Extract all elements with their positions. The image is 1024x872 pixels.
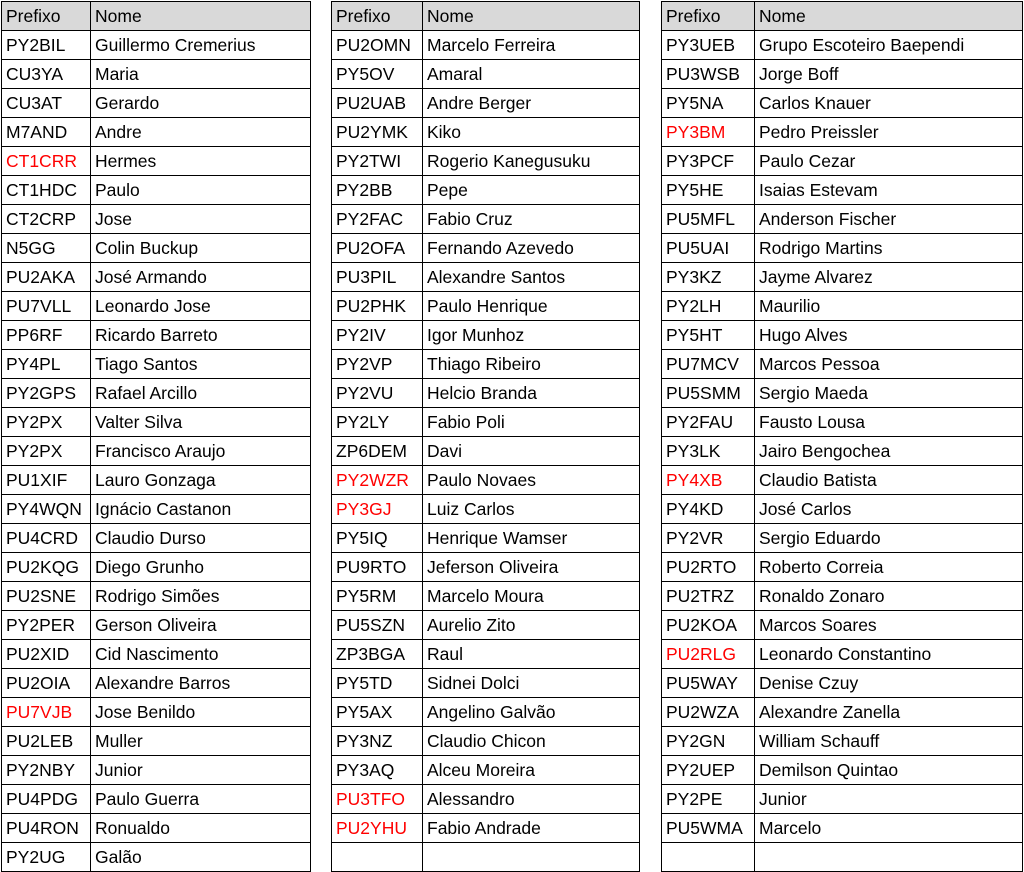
operator-name-cell: Jairo Bengochea [755,437,1023,466]
table-row [2,698,311,727]
table-row [662,31,1023,60]
operator-name-cell: Andre Berger [423,89,640,118]
table-row [662,611,1023,640]
callsign-cell: PU7MCV [662,350,755,379]
callsign-cell: PP6RF [2,321,91,350]
callsign-cell: PY5AX [332,698,423,727]
operator-name-cell: Jeferson Oliveira [423,553,640,582]
header-row [2,2,311,31]
callsign-cell: PU5SMM [662,379,755,408]
callsign-cell: CU3AT [2,89,91,118]
table-row [332,234,640,263]
callsign-cell: PY4PL [2,350,91,379]
operator-name-cell: Pedro Preissler [755,118,1023,147]
operator-name-cell: Luiz Carlos [423,495,640,524]
table-row [2,321,311,350]
callsign-cell: PY2FAU [662,408,755,437]
callsign-cell: PY4WQN [2,495,91,524]
operator-name-cell: Galão [91,843,311,872]
table-row [332,611,640,640]
callsign-cell: PU9RTO [332,553,423,582]
operator-name-cell: Denise Czuy [755,669,1023,698]
table-row [662,205,1023,234]
callsign-cell [662,843,755,872]
operator-name-cell: Claudio Batista [755,466,1023,495]
table-row [2,524,311,553]
table-row [332,727,640,756]
table-row [2,263,311,292]
operator-name-cell: Fernando Azevedo [423,234,640,263]
table-row [662,466,1023,495]
operator-name-cell: Anderson Fischer [755,205,1023,234]
table-row [2,31,311,60]
operator-name-cell: Aurelio Zito [423,611,640,640]
callsign-cell: PU2KOA [662,611,755,640]
callsign-cell: PY3PCF [662,147,755,176]
operator-name-cell: Marcelo [755,814,1023,843]
callsign-cell: PU2UAB [332,89,423,118]
operator-name-cell: Paulo Novaes [423,466,640,495]
operator-name-cell: Marcos Soares [755,611,1023,640]
callsign-cell: PU3WSB [662,60,755,89]
table-row [332,669,640,698]
callsign-cell: M7AND [2,118,91,147]
column-header-name: Nome [423,2,640,31]
operator-name-cell: Lauro Gonzaga [91,466,311,495]
table-row [332,408,640,437]
callsign-cell: PY2UEP [662,756,755,785]
table-row [662,89,1023,118]
table-row [2,843,311,872]
table-row [662,60,1023,89]
operator-name-cell: Demilson Quintao [755,756,1023,785]
operator-name-cell: Claudio Chicon [423,727,640,756]
operator-name-cell: William Schauff [755,727,1023,756]
table-row [2,495,311,524]
table-row [2,234,311,263]
table-row [662,350,1023,379]
callsign-cell: PU3TFO [332,785,423,814]
operator-name-cell: Paulo Henrique [423,292,640,321]
table-row [662,756,1023,785]
callsign-cell: PY2NBY [2,756,91,785]
callsign-cell: PU2OFA [332,234,423,263]
operator-name-cell: Claudio Durso [91,524,311,553]
column-header-prefix: Prefixo [662,2,755,31]
callsign-cell: PY2PER [2,611,91,640]
table-row [2,147,311,176]
table-row [662,814,1023,843]
operator-name-cell: Ronualdo [91,814,311,843]
table-row [2,785,311,814]
operator-name-cell: Paulo Cezar [755,147,1023,176]
callsign-cell: PU2RLG [662,640,755,669]
operator-name-cell: Jayme Alvarez [755,263,1023,292]
operator-name-cell: Alexandre Zanella [755,698,1023,727]
table-row [332,379,640,408]
table-row [2,756,311,785]
table-row [332,292,640,321]
operator-name-cell: Diego Grunho [91,553,311,582]
table-row [332,205,640,234]
table-row [662,234,1023,263]
operator-name-cell: Valter Silva [91,408,311,437]
table-row [662,785,1023,814]
operator-name-cell: Rodrigo Simões [91,582,311,611]
operator-name-cell: Gerson Oliveira [91,611,311,640]
callsign-cell: PU2LEB [2,727,91,756]
header-row [662,2,1023,31]
callsign-cell [332,843,423,872]
callsign-cell: N5GG [2,234,91,263]
operator-name-cell: Maurilio [755,292,1023,321]
table-row [2,292,311,321]
table-row [332,553,640,582]
callsign-cell: PU2OIA [2,669,91,698]
operator-name-cell: Fabio Andrade [423,814,640,843]
table-row [332,118,640,147]
table-row [332,756,640,785]
operator-name-cell: Jorge Boff [755,60,1023,89]
operator-name-cell: Guillermo Cremerius [91,31,311,60]
table-row [332,350,640,379]
operator-name-cell [755,843,1023,872]
table-row [332,698,640,727]
operator-name-cell: Grupo Escoteiro Baependi [755,31,1023,60]
operator-name-cell: Alexandre Santos [423,263,640,292]
operator-name-cell: Marcelo Moura [423,582,640,611]
callsign-cell: PY2PX [2,437,91,466]
operator-name-cell: Marcelo Ferreira [423,31,640,60]
operator-name-cell: Paulo [91,176,311,205]
operator-name-cell: Muller [91,727,311,756]
table-row [2,60,311,89]
callsign-cell: PY5OV [332,60,423,89]
table-row [2,582,311,611]
callsign-cell: PY5TD [332,669,423,698]
table-row [332,176,640,205]
table-row [332,466,640,495]
callsign-cell: PY2BB [332,176,423,205]
operator-name-cell: Carlos Knauer [755,89,1023,118]
operator-name-cell: Igor Munhoz [423,321,640,350]
table-row [332,785,640,814]
callsign-cell: PU2PHK [332,292,423,321]
table-row [662,437,1023,466]
table-row [662,321,1023,350]
callsign-cell: PY2LY [332,408,423,437]
operator-name-cell: Isaias Estevam [755,176,1023,205]
callsign-cell: PY4XB [662,466,755,495]
operator-name-cell: Alessandro [423,785,640,814]
roster-table-2 [331,1,640,872]
header-row [332,2,640,31]
operator-name-cell: José Carlos [755,495,1023,524]
table-row [2,553,311,582]
callsign-cell: PY3BM [662,118,755,147]
operator-name-cell: Davi [423,437,640,466]
table-row [332,495,640,524]
callsign-cell: PY4KD [662,495,755,524]
callsign-cell: PY2PX [2,408,91,437]
callsign-cell: PU5MFL [662,205,755,234]
table-row [662,524,1023,553]
operator-name-cell: Leonardo Jose [91,292,311,321]
operator-name-cell: Sergio Maeda [755,379,1023,408]
table-row [332,814,640,843]
table-row [662,640,1023,669]
operator-name-cell: Francisco Araujo [91,437,311,466]
operator-name-cell: Raul [423,640,640,669]
callsign-cell: PY5HT [662,321,755,350]
table-row [662,698,1023,727]
callsign-cell: PU2KQG [2,553,91,582]
table-row [2,176,311,205]
table-row [2,379,311,408]
table-row [2,669,311,698]
table-row [662,263,1023,292]
callsign-cell: PY2VU [332,379,423,408]
operator-name-cell: José Armando [91,263,311,292]
table-row [662,379,1023,408]
callsign-cell: PY3NZ [332,727,423,756]
operator-name-cell: Pepe [423,176,640,205]
table-row [662,292,1023,321]
callsign-cell: PU7VJB [2,698,91,727]
callsign-cell: PY2LH [662,292,755,321]
operator-name-cell: Roberto Correia [755,553,1023,582]
callsign-cell: PY3LK [662,437,755,466]
callsign-cell: PY2BIL [2,31,91,60]
callsign-cell: ZP6DEM [332,437,423,466]
table-row [2,437,311,466]
column-header-prefix: Prefixo [332,2,423,31]
roster-table-1 [1,1,311,872]
operator-name-cell: Colin Buckup [91,234,311,263]
callsign-cell: PU2AKA [2,263,91,292]
callsign-cell: PY5HE [662,176,755,205]
table-row [332,60,640,89]
callsign-cell: PU5SZN [332,611,423,640]
callsign-cell: PY2TWI [332,147,423,176]
callsign-cell: PU2WZA [662,698,755,727]
operator-name-cell: Thiago Ribeiro [423,350,640,379]
callsign-cell: PY2FAC [332,205,423,234]
operator-name-cell: Alexandre Barros [91,669,311,698]
callsign-cell: PY5NA [662,89,755,118]
operator-name-cell: Sidnei Dolci [423,669,640,698]
operator-name-cell: Rafael Arcillo [91,379,311,408]
callsign-cell: PY2PE [662,785,755,814]
callsign-cell: PU2TRZ [662,582,755,611]
operator-name-cell: Hugo Alves [755,321,1023,350]
callsign-cell: PU5WMA [662,814,755,843]
table-row [332,321,640,350]
table-row [332,31,640,60]
operator-name-cell: Andre [91,118,311,147]
table-row [662,669,1023,698]
operator-name-cell: Cid Nascimento [91,640,311,669]
operator-name-cell: Junior [91,756,311,785]
callsign-cell: CT1HDC [2,176,91,205]
operator-name-cell: Fabio Cruz [423,205,640,234]
operator-name-cell: Fabio Poli [423,408,640,437]
callsign-cell: PY2UG [2,843,91,872]
table-row [332,843,640,872]
callsign-cell: PU7VLL [2,292,91,321]
table-row [332,524,640,553]
roster-table-3 [661,1,1023,872]
operator-name-cell [423,843,640,872]
callsign-cell: PU2SNE [2,582,91,611]
callsign-cell: PU4CRD [2,524,91,553]
table-row [332,147,640,176]
operator-name-cell: Fausto Lousa [755,408,1023,437]
table-row [2,408,311,437]
table-row [2,466,311,495]
operator-name-cell: Paulo Guerra [91,785,311,814]
operator-name-cell: Tiago Santos [91,350,311,379]
table-row [332,640,640,669]
callsign-cell: PY2GPS [2,379,91,408]
callsign-cell: PY3AQ [332,756,423,785]
callsign-cell: PU1XIF [2,466,91,495]
table-row [662,176,1023,205]
callsign-cell: PY3UEB [662,31,755,60]
operator-name-cell: Rodrigo Martins [755,234,1023,263]
callsign-cell: PU2YHU [332,814,423,843]
table-row [662,118,1023,147]
operator-name-cell: Leonardo Constantino [755,640,1023,669]
callsign-cell: PY2WZR [332,466,423,495]
callsign-cell: PU2XID [2,640,91,669]
table-row [662,727,1023,756]
operator-name-cell: Jose [91,205,311,234]
table-row [2,205,311,234]
column-header-name: Nome [755,2,1023,31]
callsign-cell: PU3PIL [332,263,423,292]
operator-name-cell: Kiko [423,118,640,147]
callsign-cell: PU4PDG [2,785,91,814]
operator-name-cell: Jose Benildo [91,698,311,727]
table-row [662,408,1023,437]
operator-name-cell: Ignácio Castanon [91,495,311,524]
callsign-cell: PY2VR [662,524,755,553]
callsign-cell: PU5UAI [662,234,755,263]
callsign-cell: PY2GN [662,727,755,756]
operator-name-cell: Henrique Wamser [423,524,640,553]
callsign-cell: CT2CRP [2,205,91,234]
table-row [332,89,640,118]
callsign-cell: CU3YA [2,60,91,89]
operator-name-cell: Amaral [423,60,640,89]
operator-name-cell: Ronaldo Zonaro [755,582,1023,611]
callsign-cell: ZP3BGA [332,640,423,669]
callsign-cell: PU2RTO [662,553,755,582]
table-row [2,350,311,379]
operator-name-cell: Ricardo Barreto [91,321,311,350]
operator-name-cell: Maria [91,60,311,89]
callsign-cell: PU5WAY [662,669,755,698]
table-row [662,147,1023,176]
table-row [2,89,311,118]
table-row [2,727,311,756]
callsign-cell: PY2IV [332,321,423,350]
callsign-cell: PY5IQ [332,524,423,553]
table-row [2,814,311,843]
callsign-cell: PU2YMK [332,118,423,147]
operator-name-cell: Helcio Branda [423,379,640,408]
callsign-cell: PU2OMN [332,31,423,60]
operator-name-cell: Gerardo [91,89,311,118]
table-row [2,611,311,640]
operator-name-cell: Rogerio Kanegusuku [423,147,640,176]
operator-name-cell: Marcos Pessoa [755,350,1023,379]
callsign-cell: CT1CRR [2,147,91,176]
callsign-cell: PY2VP [332,350,423,379]
operator-name-cell: Hermes [91,147,311,176]
table-row [662,582,1023,611]
callsign-cell: PY5RM [332,582,423,611]
table-row [662,843,1023,872]
table-row [2,640,311,669]
column-header-prefix: Prefixo [2,2,91,31]
table-row [662,553,1023,582]
table-row [662,495,1023,524]
operator-name-cell: Junior [755,785,1023,814]
column-header-name: Nome [91,2,311,31]
operator-name-cell: Sergio Eduardo [755,524,1023,553]
operator-name-cell: Angelino Galvão [423,698,640,727]
operator-name-cell: Alceu Moreira [423,756,640,785]
callsign-cell: PU4RON [2,814,91,843]
table-row [332,437,640,466]
table-row [332,263,640,292]
table-row [332,582,640,611]
callsign-cell: PY3GJ [332,495,423,524]
table-row [2,118,311,147]
callsign-cell: PY3KZ [662,263,755,292]
